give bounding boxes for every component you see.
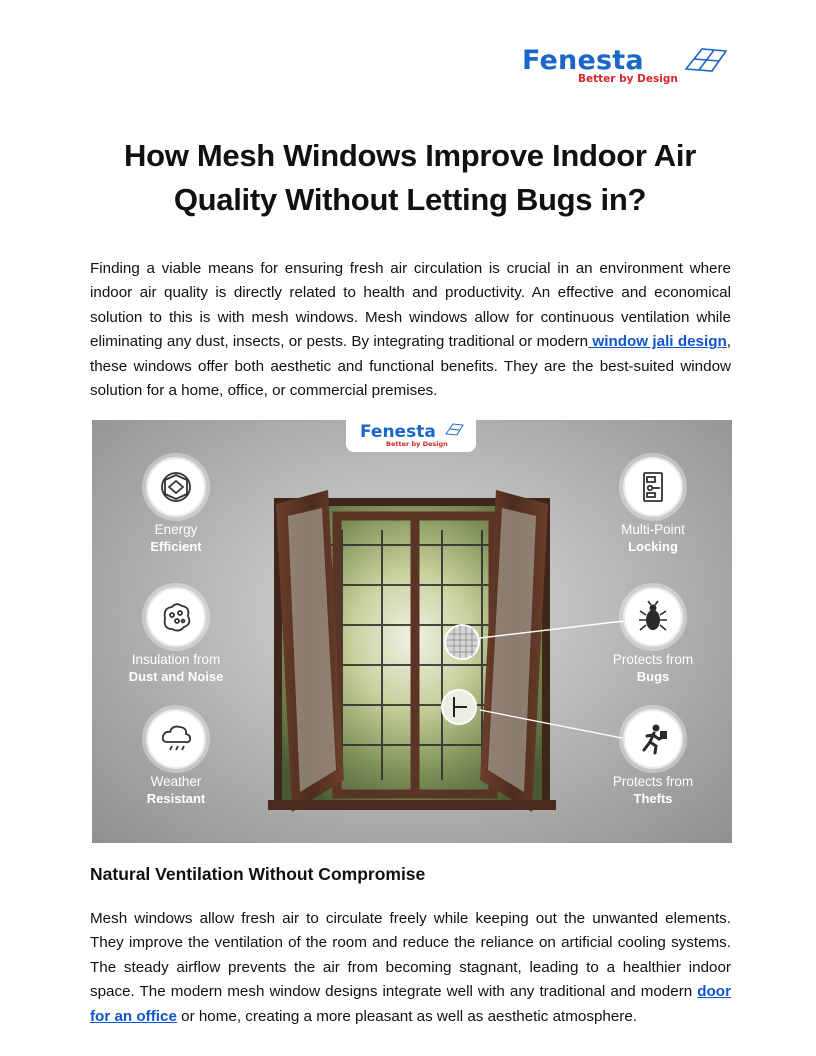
feature-dust-line2: Dust and Noise [128, 669, 224, 684]
feature-dust-line1: Insulation from [131, 652, 221, 667]
feature-locking-line1: Multi-Point [621, 522, 685, 537]
intro-text-before: Finding a viable means for ensuring fresh air circulation is crucial in an environment where indoor air quality is directly related to health and productivity. An effective and economical solution to this is with mesh windows. Mesh windows allow for continuous ventilation while eliminating any dust, insects, or pests. By integrating traditional or modern [90, 260, 731, 351]
hero-banner-grid-icon [442, 423, 464, 436]
hero-banner-tagline: Better by Design [386, 440, 448, 448]
hero-brand-banner [346, 420, 476, 452]
feature-bugs-line1: Protects from [612, 652, 694, 667]
thief-running-icon [623, 709, 683, 769]
section-heading: Natural Ventilation Without Compromise [90, 864, 426, 884]
feature-weather-line1: Weather [150, 774, 202, 789]
intro-text-after: , these windows offer both aesthetic and functional benefits. They are the best-suited window solution for a home, office, or commercial premises. [90, 333, 731, 400]
feature-energy-line1: Energy [154, 522, 198, 537]
feature-thefts-line2: Thefts [633, 791, 673, 806]
logo-tagline: Better by Design [578, 73, 678, 85]
door-lock-icon [623, 457, 683, 517]
door-for-office-link[interactable]: door for an office [90, 983, 731, 1025]
feature-multi-point-locking [593, 457, 713, 555]
fenesta-logo [522, 44, 732, 88]
logo-wordmark: Fenesta [522, 45, 644, 76]
title-line-1: How Mesh Windows Improve Indoor Air [124, 138, 696, 173]
intro-paragraph [90, 257, 731, 403]
hero-banner-wordmark: Fenesta [360, 422, 436, 442]
section-paragraph [90, 907, 731, 1029]
feature-energy-efficient [116, 457, 236, 555]
window-jali-design-link[interactable]: window jali design [588, 333, 727, 351]
feature-thefts-line1: Protects from [612, 774, 694, 789]
section-text-before: Mesh windows allow fresh air to circulate freely while keeping out the unwanted elements. They improve the ventilation of the room and reduce the reliance on artificial cooling systems. The steady airflow prevents the air from becoming stagnant, leading to a healthier indoor space. The modern mesh window designs integrate well with any traditional and modern [90, 910, 731, 1001]
feature-bugs-line2: Bugs [636, 669, 670, 684]
weather-cloud-icon [146, 709, 206, 769]
hero-image [92, 420, 732, 843]
feature-weather-resistant [116, 709, 236, 807]
feature-protects-thefts [593, 709, 713, 807]
logo-window-grid-icon [676, 47, 728, 73]
section-text-after: or home, creating a more pleasant as well as aesthetic atmosphere. [176, 1007, 638, 1025]
energy-efficient-icon [146, 457, 206, 517]
feature-weather-line2: Resistant [146, 791, 206, 806]
dust-noise-icon [146, 587, 206, 647]
bug-icon [623, 587, 683, 647]
title-line-2: Quality Without Letting Bugs in? [173, 182, 647, 217]
feature-locking-line2: Locking [628, 539, 678, 554]
feature-energy-line2: Efficient [150, 539, 202, 554]
page-title [60, 134, 760, 222]
feature-dust-noise [116, 587, 236, 685]
feature-protects-bugs [593, 587, 713, 685]
